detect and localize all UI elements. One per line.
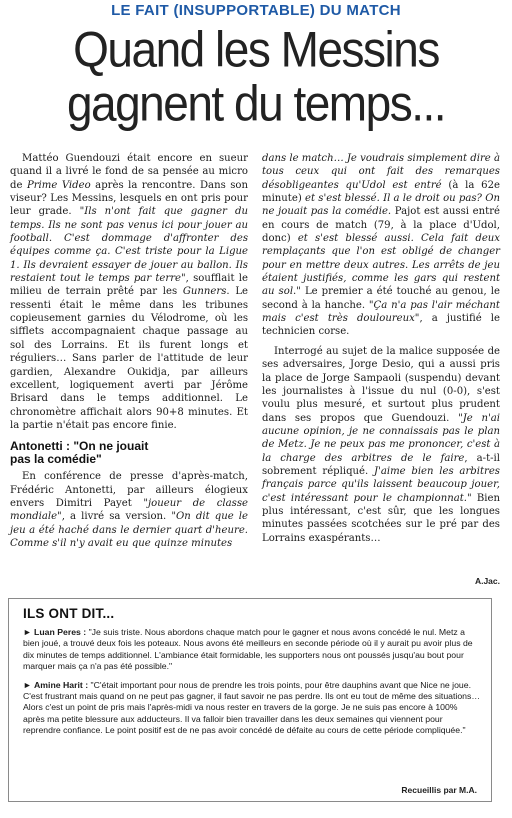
arrow-right-icon: ► <box>23 679 32 690</box>
quotes-credit: Recueillis par M.A. <box>401 785 477 795</box>
quote-luan-peres <box>23 627 481 673</box>
left-paragraph-2: En conférence de presse d'après-match, Frédéric Antonetti, par ailleurs élogieux envers Dimitri Payet "joueur de classe mondiale", a livré sa version. "On dit que le jeu a été haché dans le dernier quart d'heure. Comme s'il n'y avait eu que quinze minutes <box>10 471 249 549</box>
arrow-right-icon: ► <box>23 627 32 637</box>
quote-speaker: Amine Harit : <box>34 679 89 690</box>
headline <box>0 22 512 130</box>
left-subhead: Antonetti : "On ne jouait pas la comédie" <box>10 439 149 467</box>
right-paragraph-1: dans le match… Je voudrais simplement dire à tous ceux qui ont fait des remarques désobligeantes qu'Udol est entré (à la 62e minute) et s'est blessé. Il a le droit ou pas? On ne jouait pas la comédie. Pajot est aussi entré en cours de match (79, à la place d'Udol, donc) et s'est blessé aussi. Cela fait deux remplaçants que l'on est obligé de changer pour en mettre deux autres. Les arrêts de jeu étaient justifiés, comme les gars qui restent au sol." Le premier a été touché au genou, le second à la hanche. "Ça n'a pas l'air méchant mais c'est très douloureux", a justifié le technicien corse. <box>262 153 501 338</box>
right-paragraph-2: Interrogé au sujet de la malice supposée de ses adversaires, Jorge Desio, qui a aussi pris la place de Jorge Sampaoli (suspendu) devant les journalistes à l'issue du nul (0-0), s'est voulu plus mesuré, et surtout plus prudent dans ses propos que Guendouzi. "Je n'ai aucune opinion, je ne connaissais pas le plan de Metz. Je ne peux pas me prononcer, c'est à la charge des arbitres de le faire, a-t-il sobrement répliqué. J'aime bien les arbitres français parce qu'ils laissent beaucoup jouer, c'est intéressant pour le championnat." Bien plus intéressant, c'est sûr, que les longues minutes passées scotchées sur le pré par des Lorrains exaspérants… <box>262 345 500 544</box>
left-paragraph-1: Mattéo Guendouzi était encore en sueur quand il a livré le fond de sa pensée au micro de Prime Video après la rencontre. Dans son viseur? Les Messins, lesquels en ont pris pour leur grade. "Ils n'ont fait que gagner du temps. Ils ne sont pas venus ici pour jouer au football. C'est dommage d'affronter des équipes comme ça. C'est triste pour la Ligue 1. Ils devraient essayer de jouer au ballon. Ils restaient tout le temps par terre", soufflait le milieu de terrain prêté par les Gunners. Le ressenti était le même dans les tribunes copieusement garnies du Vélodrome, où les sifflets accompagnaient chaque passage au sol des Lorrains. Et ils furent longs et réguliers… Sans parler de l'attitude de leur gardien, Alexandre Oukidja, par ailleurs excellent, logiquement averti par Jérôme Brisard dans le temps additionnel. Le chronomètre affichait alors 90+8 minutes. Et la partie n'était pas encore finie. <box>10 153 249 431</box>
article-signature: A.Jac. <box>474 576 500 586</box>
quotes-box-title: ILS ONT DIT... <box>23 606 115 621</box>
right-column <box>262 152 500 545</box>
quotes-box <box>8 598 492 802</box>
headline-line-1: Quand les Messins <box>73 20 439 78</box>
quote-text: "Je suis triste. Nous abordons chaque match pour le gagner et nous avons concédé le nul. Metz a bien joué, a trouvé deux fois les poteaux. Nous avons été meilleurs en seconde période où il y aurait pu avoir plus de dix minutes de temps additionnel. L'ambiance était formidable, les supporters nous ont poussés jusqu'au bout pour marquer mais ça n'a pas été possible." <box>23 627 473 672</box>
kicker: LE FAIT (INSUPPORTABLE) DU MATCH <box>111 2 401 19</box>
headline-line-2: gagnent du temps... <box>66 74 446 132</box>
left-column <box>10 152 248 550</box>
quote-text: "C'était important pour nous de prendre les trois points, pour être dauphins avant que Nice ne joue. C'est frustrant mais quand on ne peut pas gagner, il faut savoir ne pas perdre. Ils ont eu tout de même des situations… Alors c'est un point de pris mais l'après-midi va nous rester en travers de la gorge. Je ne suis pas encore à 100% après ma petite blessure aux adducteurs. Il va falloir bien travailler dans les deux semaines qui viennent pour reprendre confiance. Le point positif est de ne pas avoir concédé de défaite au cours de cette période compliquée." <box>23 679 481 736</box>
quote-speaker: Luan Peres : <box>34 627 87 637</box>
quote-amine-harit <box>23 680 481 737</box>
